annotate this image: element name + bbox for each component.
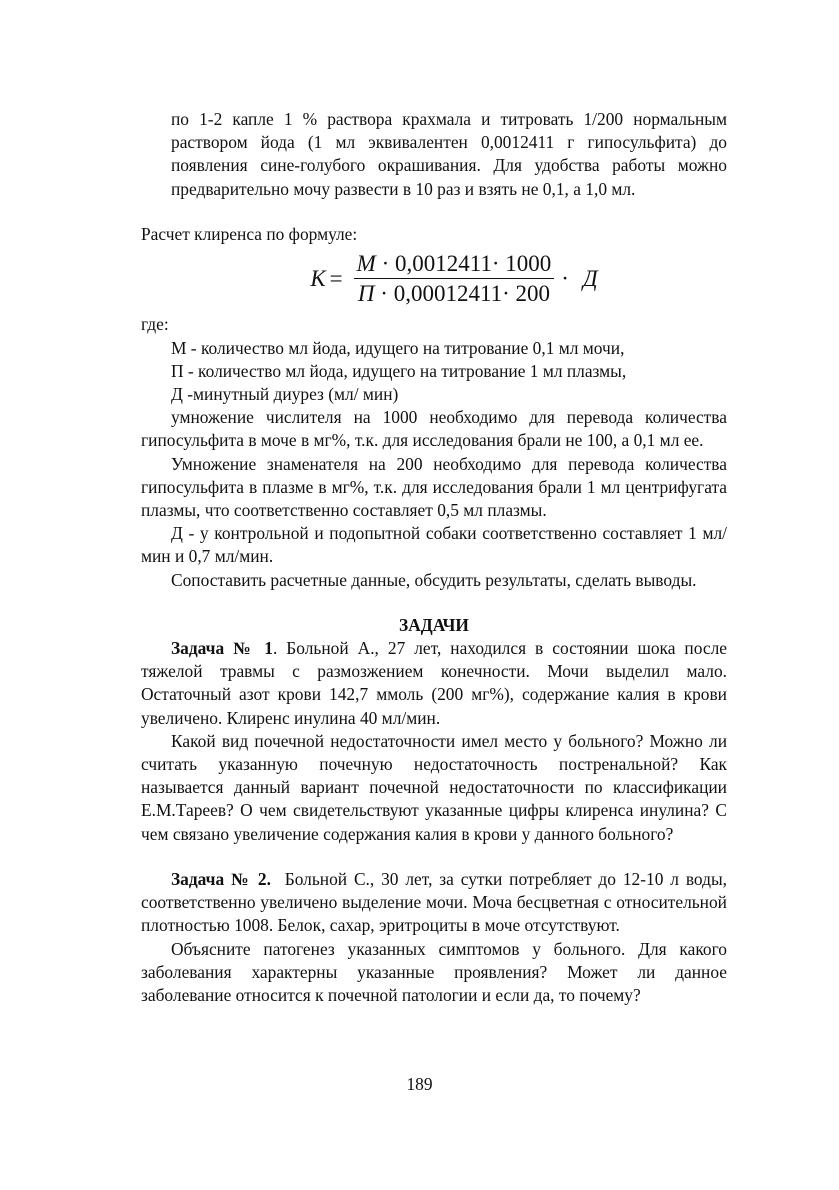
task-2-question: Объясните патогенез указанных симптомов у больного. Для какого заболевания характерны указанные проявления? Может ли данное заболевание относится к почечной патологии и если да, то почему?	[141, 938, 727, 1005]
legend-d: Д -минутный диурез (мл/ мин)	[171, 384, 399, 405]
note-diuresis: Д - у контрольной и подопытной собаки соответственно составляет 1 мл/мин и 0,7 мл/мин.	[141, 523, 727, 567]
note-conclusion: Сопоставить расчетные данные, обсудить результаты, сделать выводы.	[171, 569, 697, 590]
legend-p: П - количество мл йода, идущего на титрование 1 мл плазмы,	[171, 360, 627, 381]
formula-rhs: Д	[582, 266, 598, 292]
formula-intro: Расчет клиренса по формуле:	[141, 223, 358, 244]
note-numerator: умножение числителя на 1000 необходимо для перевода количества гипосульфита в моче в мг%, т.к. для исследования брали не 100, а 0,1 мл ее.	[141, 407, 727, 451]
formula-lhs: К	[310, 266, 326, 292]
task-2-label: Задача № 2.	[171, 868, 271, 889]
formula-expression	[310, 252, 597, 305]
page-number: 189	[406, 1074, 433, 1094]
denominator-variable: П	[357, 281, 375, 307]
task-1-question: Какой вид почечной недостаточности имел место у больного? Можно ли считать указанную почечную недостаточность постренальной? Как называется данный вариант почечной недостаточности по классификации Е.М.Тареев? О чем свидетельствуют указанные цифры клиренса инулина? С чем связано увеличение содержания калия в крови у данного больного?	[141, 730, 727, 844]
spacer	[141, 592, 727, 614]
numerator-terms: · 0,0012411· 1000	[375, 251, 552, 277]
task-2-text: Больной С., 30 лет, за сутки потребляет до 12-10 л воды, соответственно увеличено выделение мочи. Моча бесцветная с относительной плотностью 1008. Белок, сахар, эритроциты в моче отсутствуют.	[141, 868, 732, 936]
page-body	[141, 108, 732, 1007]
legend-where: где:	[141, 314, 169, 335]
task-2	[141, 868, 732, 938]
formula-multiply: ·	[561, 266, 569, 292]
spacer	[141, 201, 727, 223]
clearance-formula	[181, 252, 727, 305]
intro-paragraph: по 1-2 капле 1 % раствора крахмала и титровать 1/200 нормальным раствором йода (1 мл эквивалентен 0,0012411 г гипосульфита) до появления сине-голубого окрашивания. Для удобства работы можно предварительно мочу развести в 10 раз и взять не 0,1, а 1,0 мл.	[171, 109, 727, 199]
formula-denominator	[354, 278, 554, 305]
task-1	[141, 637, 727, 730]
task-1-label: Задача № 1	[171, 638, 273, 659]
formula-equals: =	[329, 266, 343, 292]
formula-numerator	[353, 252, 556, 278]
section-heading: ЗАДАЧИ	[399, 614, 469, 635]
numerator-variable: М	[356, 251, 376, 277]
formula-fraction	[353, 252, 556, 305]
denominator-terms: · 0,00012411· 200	[374, 281, 551, 307]
legend-m: М - количество мл йода, идущего на титрование 0,1 мл мочи,	[171, 337, 625, 358]
task-1-text: . Больной А., 27 лет, находился в состоянии шока после тяжелой травмы с размозжением конечности. Мочи выделил мало. Остаточный азот крови 142,7 ммоль (200 мг%), содержание калия в крови увеличено. Клиренс инулина 40 мл/мин.	[141, 638, 727, 728]
note-denominator: Умножение знаменателя на 200 необходимо для перевода количества гипосульфита в плазме в мг%, т.к. для исследования брали 1 мл центрифугата плазмы, что соответственно составляет 0,5 мл плазмы.	[141, 453, 727, 521]
spacer	[141, 846, 727, 868]
